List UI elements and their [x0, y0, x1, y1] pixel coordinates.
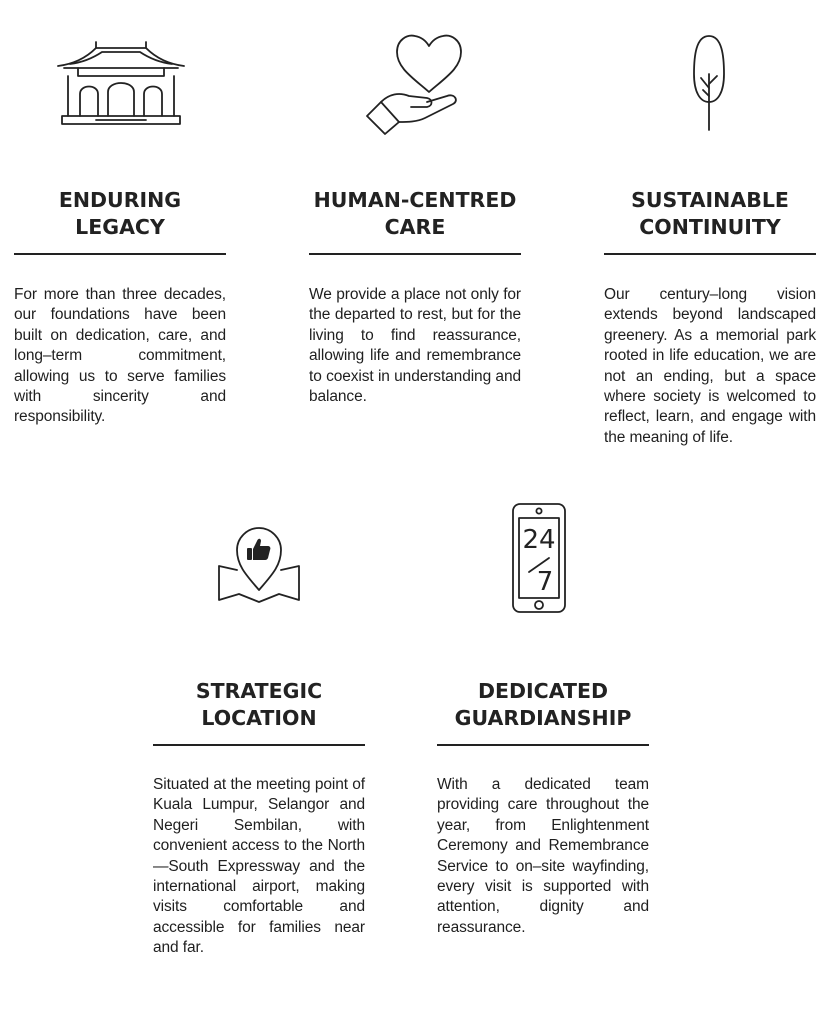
leaf-icon: [692, 34, 726, 132]
divider: [153, 744, 365, 746]
phone-24-7-icon: [511, 502, 567, 614]
icon-text-24: 24: [522, 525, 556, 555]
divider: [437, 744, 649, 746]
card-description: Situated at the meeting point of Kuala Lumpur, Selangor and Negeri Sembilan, with convenient access to the North—South Expressway and the international airport, making visits comfortable and accessible for families near and far.: [153, 776, 365, 957]
card-description: With a dedicated team providing care throughout the year, from Enlightenment Ceremony and Remembrance Service to on–site wayfinding, every visit is supported with attention, dignity and reassurance.: [437, 776, 649, 936]
feature-card-dedicated-guardianship: [437, 0, 649, 940]
card-title: DEDICATED GUARDIANSHIP: [454, 679, 632, 730]
card-description: For more than three decades, our foundations have been built on dedication, care, and long–term commitment, allowing us to serve families with sincerity and responsibility.: [14, 286, 226, 426]
feature-card-strategic-location: [153, 0, 365, 985]
map-pin-thumbs-up-icon: [217, 520, 301, 604]
card-title: HUMAN-CENTRED CARE: [313, 188, 517, 239]
card-title: SUSTAINABLE CONTINUITY: [631, 188, 789, 239]
icon-text-7: 7: [536, 567, 554, 597]
card-description: Our century–long vision extends beyond landscaped greenery. As a memorial park rooted in life education, we are not an ending, but a space where society is welcomed to reflect, learn, and engage with the meaning of life.: [604, 286, 816, 446]
card-title: STRATEGIC LOCATION: [195, 679, 323, 730]
card-title: ENDURING LEGACY: [58, 188, 182, 239]
card-description: We provide a place not only for the departed to rest, but for the living to find reassurance, allowing life and remembrance to coexist in understanding and balance.: [309, 286, 521, 406]
